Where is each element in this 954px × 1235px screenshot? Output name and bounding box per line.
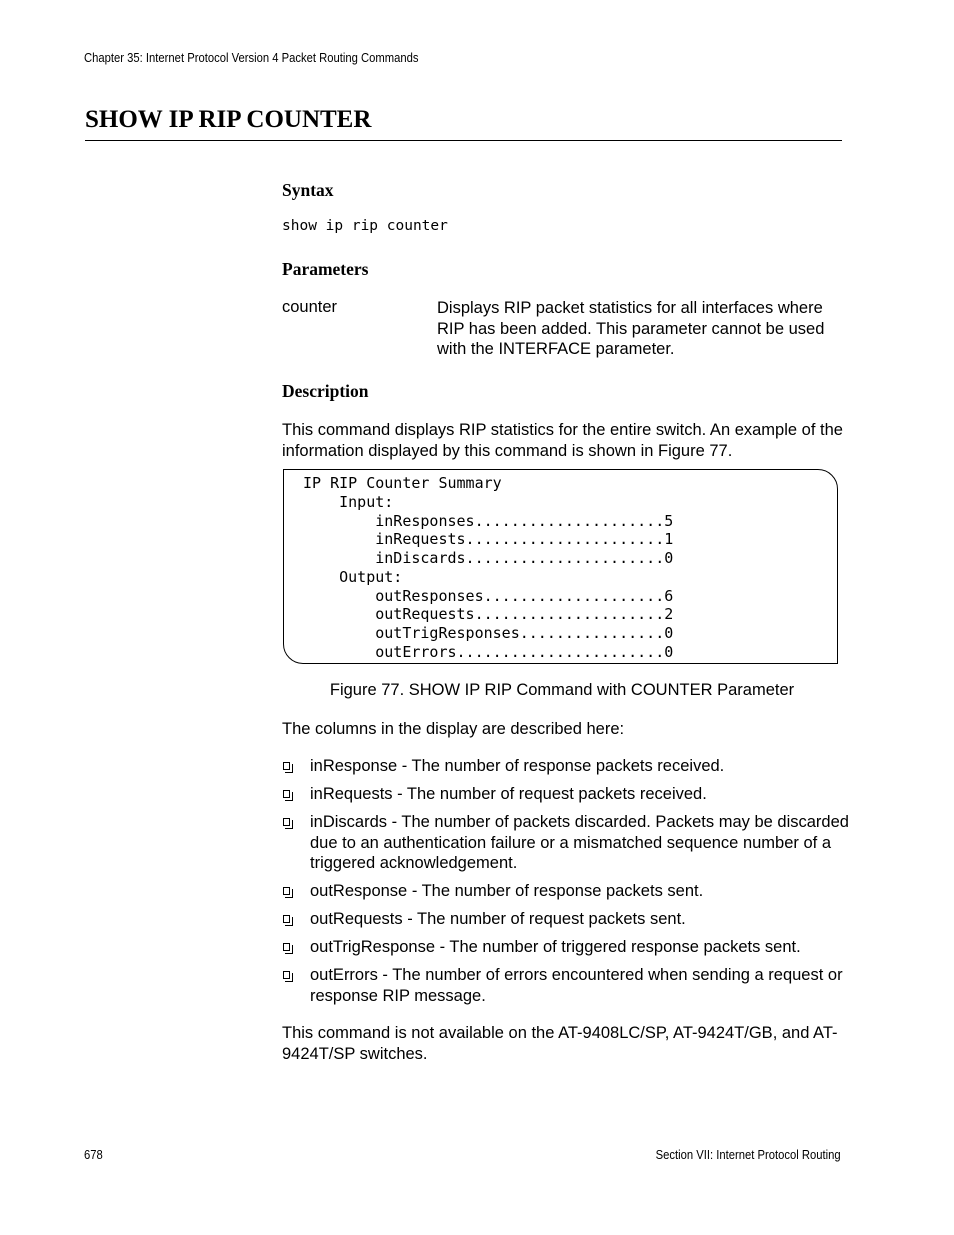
description-heading: Description [282, 381, 369, 401]
column-descriptions-list [282, 756, 852, 1014]
figure-caption: Figure 77. SHOW IP RIP Command with COUNTER Parameter [329, 681, 795, 699]
list-item-text: outRequests - The number of request packets sent. [310, 910, 686, 928]
checkbox-bullet-icon [283, 818, 290, 826]
checkbox-bullet-icon [283, 790, 290, 798]
list-item-text: inResponse - The number of response packets received. [310, 757, 725, 775]
list-item [282, 881, 852, 902]
parameter-name: counter [282, 298, 338, 316]
syntax-heading: Syntax [282, 180, 334, 200]
columns-intro: The columns in the display are described here: [282, 720, 625, 738]
list-item [282, 965, 852, 1006]
footer-section: Section VII: Internet Protocol Routing [655, 1148, 841, 1162]
availability-note: This command is not available on the AT-9408LC/SP, AT-9424T/GB, and AT-9424T/SP switches. [282, 1024, 838, 1063]
list-item [282, 784, 852, 805]
list-item-text: inDiscards - The number of packets discarded. Packets may be discarded due to an authentication failure or a mismatched sequence number of a triggered acknowledgement. [310, 813, 849, 872]
checkbox-bullet-icon [283, 971, 290, 979]
checkbox-bullet-icon [283, 943, 290, 951]
page-title: SHOW IP RIP COUNTER [85, 106, 372, 133]
checkbox-bullet-icon [283, 762, 290, 770]
list-item-text: outErrors - The number of errors encountered when sending a request or response RIP message. [310, 966, 843, 1005]
syntax-command: show ip rip counter [282, 218, 448, 234]
checkbox-bullet-icon [283, 915, 290, 923]
running-header: Chapter 35: Internet Protocol Version 4 Packet Routing Commands [84, 51, 419, 65]
list-item-text: outTrigResponse - The number of triggered response packets sent. [310, 938, 801, 956]
parameter-description: Displays RIP packet statistics for all interfaces where RIP has been added. This parameter cannot be used with the INTERFACE parameter. [437, 299, 825, 358]
title-rule [85, 140, 842, 141]
list-item [282, 937, 852, 958]
parameters-heading: Parameters [282, 259, 369, 279]
description-intro: This command displays RIP statistics for the entire switch. An example of the information displayed by this command is shown in Figure 77. [282, 421, 843, 460]
list-item-text: outResponse - The number of response packets sent. [310, 882, 704, 900]
page-number: 678 [84, 1148, 103, 1162]
list-item [282, 756, 852, 777]
checkbox-bullet-icon [283, 887, 290, 895]
list-item [282, 812, 852, 874]
list-item-text: inRequests - The number of request packets received. [310, 785, 707, 803]
list-item [282, 909, 852, 930]
figure-code-output: IP RIP Counter Summary Input: inResponses.....................5 inRequests......................1 inDiscards......................0 Output: outResponses....................6 outRequests.....................2 outTrigResponses................0 outErrors.......................0 [303, 474, 674, 661]
